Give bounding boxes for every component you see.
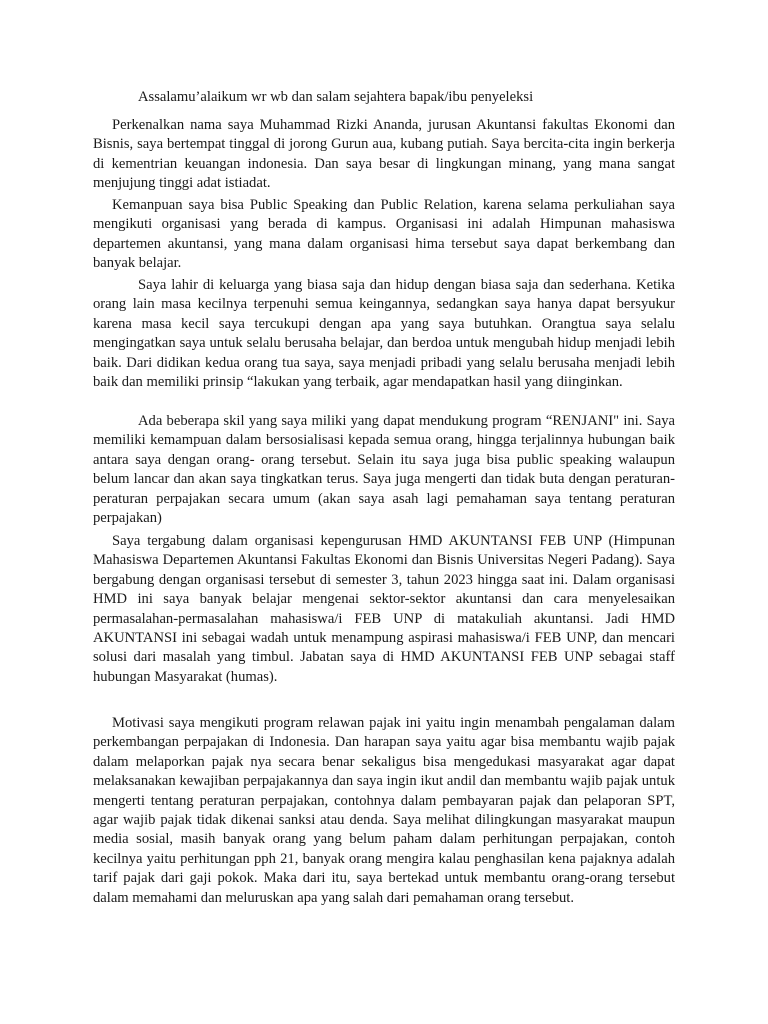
- paragraph-motivation: Motivasi saya mengikuti program relawan pajak ini yaitu ingin menambah pengalaman dalam perkembangan perpajakan di Indonesia. Dan harapan saya yaitu agar bisa membantu wajib pajak dalam melaporkan pajak nya secara benar sekaligus bisa mengedukasi masyarakat agar dapat melaksanakan kewajiban perpajakannya dan saya ingin ikut andil dan membantu wajib pajak untuk mengerti tentang peraturan perpajakan, contohnya dalam pembayaran pajak dan pelaporan SPT, agar wajib pajak tidak dikenai sanksi atau denda. Saya melihat dilingkungan masyarakat maupun media sosial, masih banyak orang yang belum paham dalam perhitungan perpajakan, contoh kecilnya yaitu perhitungan pph 21, banyak orang mengira kalau penghasilan kena pajaknya adalah tarif pajak dari gaji pokok. Maka dari itu, saya bertekad untuk membantu orang-orang tersebut dalam memahami dan meluruskan apa yang salah dari pemahaman orang tersebut.: [93, 715, 675, 906]
- paragraph-organization: Saya tergabung dalam organisasi kepengurusan HMD AKUNTANSI FEB UNP (Himpunan Mahasiswa Departemen Akuntansi Fakultas Ekonomi dan Bisnis Universitas Negeri Padang). Saya bergabung dengan organisasi tersebut di semester 3, tahun 2023 hingga saat ini. Dalam organisasi HMD ini saya banyak belajar mengenai sektor-sektor akuntansi dan cara menyelesaikan permasalahan-permasalahan mahasiswa/i FEB UNP di matakuliah akuntansi. Jadi HMD AKUNTANSI ini sebagai wadah untuk menampung aspirasi mahasiswa/i FEB UNP, dan mencari solusi dari masalah yang timbul. Jabatan saya di HMD AKUNTANSI FEB UNP sebagai staff hubungan Masyarakat (humas).: [93, 533, 675, 685]
- paragraph-background: Saya lahir di keluarga yang biasa saja dan hidup dengan biasa saja dan sederhana. Ketika orang lain masa kecilnya terpenuhi semua keingannya, sedangkan saya hanya dapat bersyukur karena masa kecil saya tercukupi dengan apa yang saya butuhkan. Orangtua saya selalu mengingatkan saya untuk selalu berusaha belajar, dan berdoa untuk mengubah hidup menjadi lebih baik. Dari didikan kedua orang tua saya, saya menjadi pribadi yang selalu berusaha menjadi lebih baik dan memiliki prinsip “lakukan yang terbaik, agar mendapatkan hasil yang diinginkan.: [93, 277, 675, 391]
- paragraph-introduction: Perkenalkan nama saya Muhammad Rizki Ananda, jurusan Akuntansi fakultas Ekonomi dan Bisnis, saya bertempat tinggal di jorong Gurun aua, kubang putiah. Saya bercita-cita ingin berkerja di kementrian keuangan indonesia. Dan saya besar di lingkungan minang, yang mana sangat menjujung tinggi adat istiadat.: [93, 117, 675, 192]
- paragraph-skills: Ada beberapa skil yang saya miliki yang dapat mendukung program “RENJANI" ini. Saya memiliki kemampuan dalam bersosialisasi kepada semua orang, hingga terjalinnya hubungan baik antara saya dengan orang- orang tersebut. Selain itu saya juga bisa public speaking walaupun belum lancar dan akan saya tingkatkan terus. Saya juga mengerti dan tidak buta dengan peraturan-peraturan perpajakan secara umum (akan saya asah lagi pemahaman saya tentang peraturan perpajakan): [93, 413, 675, 527]
- paragraph-abilities: Kemanpuan saya bisa Public Speaking dan Public Relation, karena selama perkuliahan saya mengikuti organisasi yang berada di kampus. Organisasi ini adalah Himpunan mahasiswa departemen akuntansi, yang mana dalam organisasi hima tersebut saya dapat berkembang dan banyak belajar.: [93, 197, 675, 272]
- greeting-line: Assalamu’alaikum wr wb dan salam sejahtera bapak/ibu penyeleksi: [138, 89, 534, 105]
